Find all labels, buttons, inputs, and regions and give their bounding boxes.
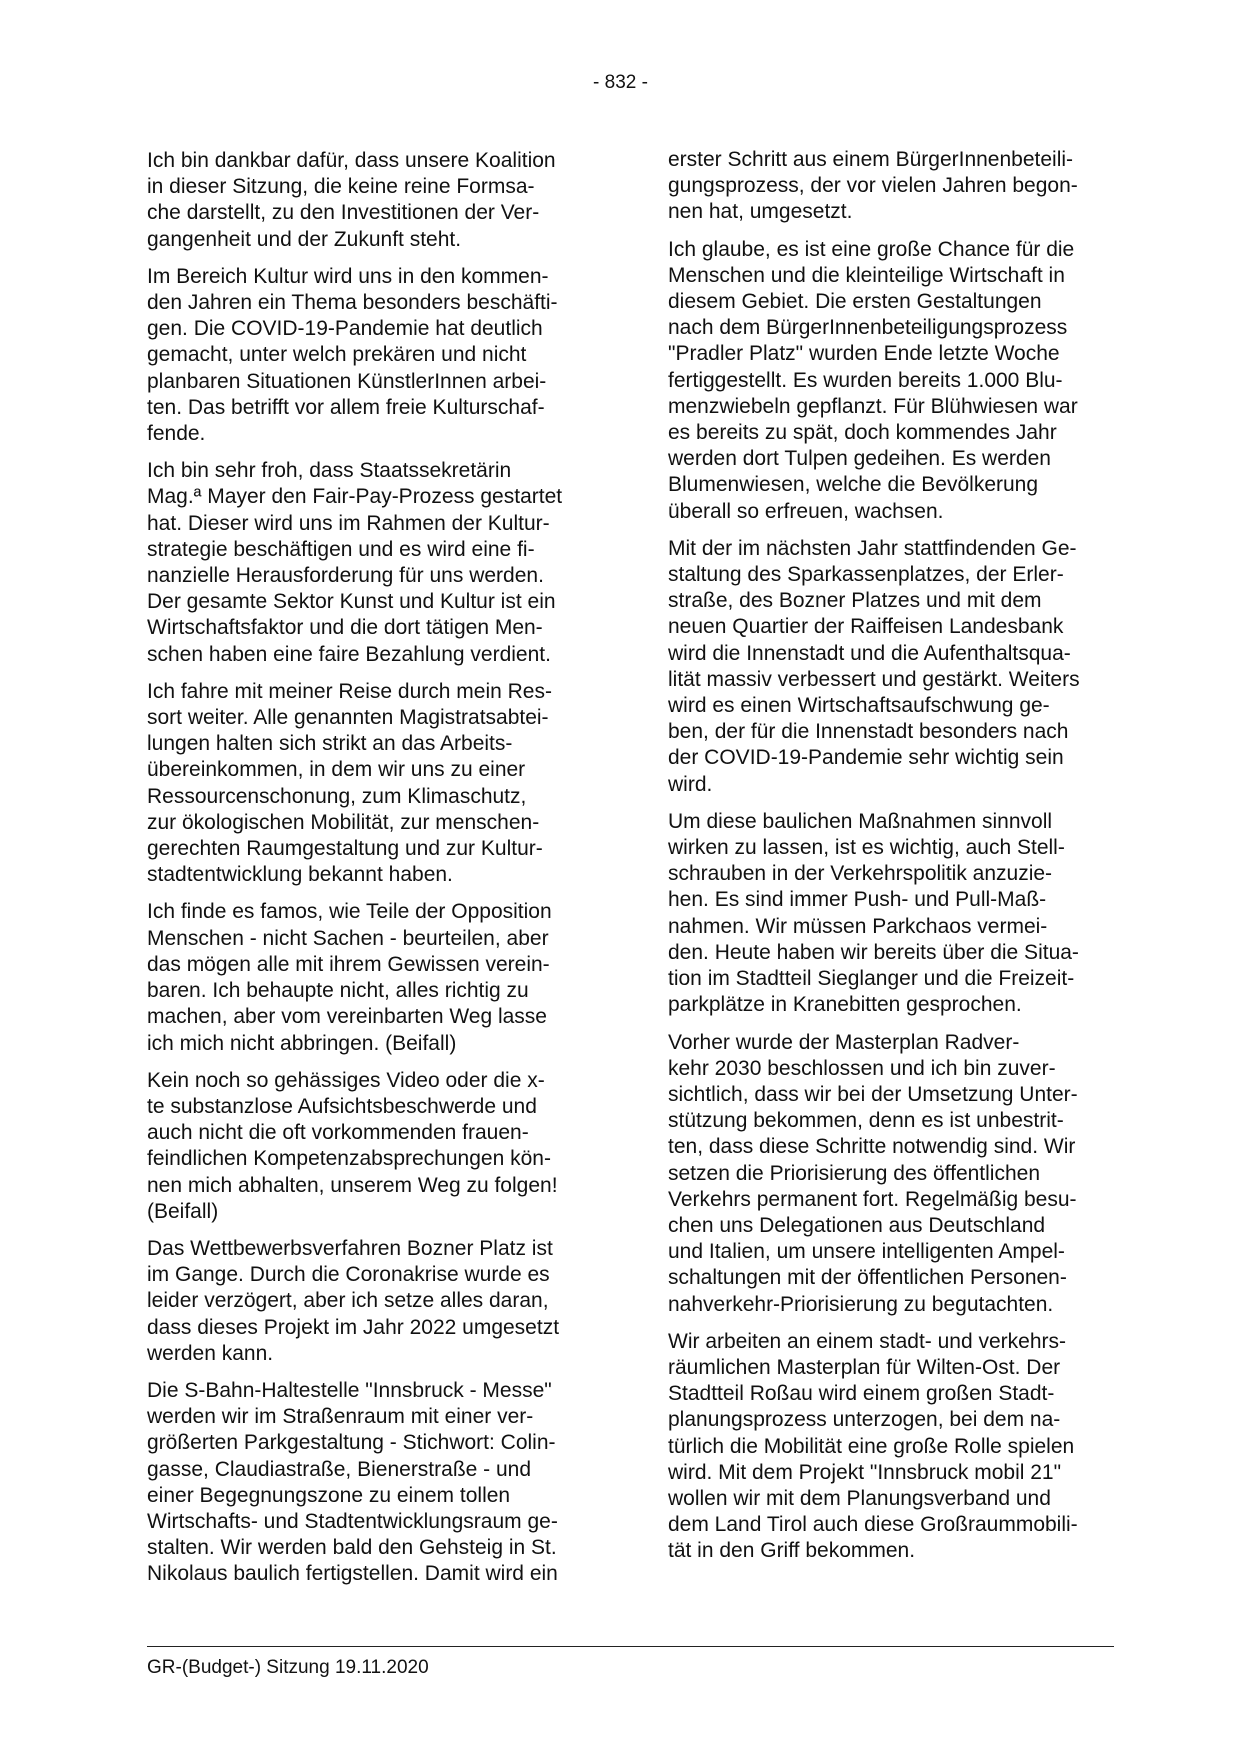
text-line: gasse, Claudiastraße, Bienerstraße - und [147, 1457, 532, 1481]
text-line: einer Begegnungszone zu einem tollen [147, 1483, 511, 1507]
text-line: übereinkommen, in dem wir uns zu einer [147, 758, 526, 782]
paragraph [147, 1068, 597, 1225]
text-line: den. Heute haben wir bereits über die Situa- [668, 940, 1079, 964]
text-line: stadtentwicklung bekannt haben. [147, 863, 453, 887]
text-line: Wir arbeiten an einem stadt- und verkehrs- [668, 1329, 1067, 1353]
text-line: Wirtschafts- und Stadtentwicklungsraum ge- [147, 1509, 558, 1533]
text-line: räumlichen Masterplan für Wilten-Ost. Der [668, 1355, 1061, 1379]
text-line: lungen halten sich strikt an das Arbeits- [147, 732, 513, 756]
text-line: werden wir im Straßenraum mit einer ver- [147, 1405, 534, 1429]
text-line: dass dieses Projekt im Jahr 2022 umgesetzt [147, 1315, 560, 1339]
text-line: fertiggestellt. Es wurden bereits 1.000 Blu- [668, 368, 1063, 392]
text-line: gangenheit und der Zukunft steht. [147, 227, 462, 251]
text-line: schen haben eine faire Bezahlung verdient. [147, 642, 551, 666]
text-line: Ich bin sehr froh, dass Staatssekretärin [147, 459, 512, 483]
text-line: strategie beschäftigen und es wird eine fi- [147, 537, 535, 561]
text-line: Ressourcenschonung, zum Klimaschutz, [147, 784, 527, 808]
paragraph [668, 147, 1118, 226]
text-line: sort weiter. Alle genannten Magistratsabtei- [147, 706, 549, 730]
paragraph [147, 458, 597, 668]
text-line: Der gesamte Sektor Kunst und Kultur ist ein [147, 590, 556, 614]
text-line: lität massiv verbessert und gestärkt. Weiters [668, 667, 1080, 691]
text-line: fende. [147, 422, 206, 446]
footer-divider [147, 1646, 1114, 1647]
text-line: tät in den Griff bekommen. [668, 1539, 916, 1563]
text-line: wird. [668, 772, 713, 796]
paragraph [147, 264, 597, 447]
text-line: planungsprozess unterzogen, bei dem na- [668, 1408, 1061, 1432]
text-line: erster Schritt aus einem BürgerInnenbeteili- [668, 148, 1074, 171]
text-line: dem Land Tirol auch diese Großraummobili- [668, 1513, 1078, 1537]
text-line: im Gange. Durch die Coronakrise wurde es [147, 1263, 550, 1287]
text-line: werden dort Tulpen gedeihen. Es werden [668, 447, 1051, 471]
text-line: parkplätze in Kranebitten gesprochen. [668, 993, 1022, 1017]
text-line: Ich fahre mit meiner Reise durch mein Res- [147, 679, 552, 703]
text-line: Vorher wurde der Masterplan Radver- [668, 1030, 1020, 1054]
text-line: menzwiebeln gepflanzt. Für Blühwiesen war [668, 394, 1078, 418]
text-line: und Italien, um unsere intelligenten Ampel- [668, 1240, 1065, 1264]
paragraph [147, 899, 597, 1056]
text-line: in dieser Sitzung, die keine reine Formsa- [147, 175, 535, 199]
text-line: leider verzögert, aber ich setze alles daran, [147, 1289, 549, 1313]
page-number: - 832 - [593, 72, 648, 93]
paragraph [668, 536, 1118, 798]
text-line: machen, aber vom vereinbarten Weg lasse [147, 1005, 547, 1029]
text-line: Wirtschaftsfaktor und die dort tätigen Men- [147, 616, 543, 640]
text-line: das mögen alle mit ihrem Gewissen verein- [147, 952, 550, 976]
paragraph [668, 1030, 1118, 1318]
text-line: Mag.ª Mayer den Fair-Pay-Prozess gestartet [147, 485, 563, 509]
text-line: stützung bekommen, denn es ist unbestrit- [668, 1109, 1064, 1133]
text-line: feindlichen Kompetenzabsprechungen kön- [147, 1147, 551, 1171]
text-line: nen mich abhalten, unserem Weg zu folgen! [147, 1173, 558, 1197]
text-line: sichtlich, dass wir bei der Umsetzung Unter- [668, 1082, 1078, 1106]
text-line: straße, des Bozner Platzes und mit dem [668, 589, 1042, 613]
text-line: planbaren Situationen KünstlerInnen arbei- [147, 369, 547, 393]
text-line: Verkehrs permanent fort. Regelmäßig besu- [668, 1187, 1077, 1211]
text-line: wirken zu lassen, ist es wichtig, auch Stell- [668, 836, 1065, 860]
text-line: stalten. Wir werden bald den Gehsteig in St. [147, 1536, 557, 1560]
text-line: nahverkehr-Priorisierung zu begutachten. [668, 1292, 1054, 1316]
text-line: den Jahren ein Thema besonders beschäfti- [147, 291, 558, 315]
text-line: schrauben in der Verkehrspolitik anzuzie- [668, 862, 1053, 886]
text-line: türlich die Mobilität eine große Rolle spielen [668, 1434, 1075, 1458]
text-line: zur ökologischen Mobilität, zur menschen- [147, 810, 540, 834]
text-line: gerechten Raumgestaltung und zur Kultur- [147, 837, 543, 861]
text-line: kehr 2030 beschlossen und ich bin zuver- [668, 1056, 1056, 1080]
paragraph [668, 237, 1118, 525]
text-line: Ich glaube, es ist eine große Chance für die [668, 237, 1075, 261]
text-line: es bereits zu spät, doch kommendes Jahr [668, 421, 1057, 445]
text-line: Kein noch so gehässiges Video oder die x- [147, 1068, 545, 1092]
text-line: Das Wettbewerbsverfahren Bozner Platz ist [147, 1236, 553, 1260]
text-line: hen. Es sind immer Push- und Pull-Maß- [668, 888, 1047, 912]
paragraph [668, 1329, 1118, 1565]
text-line: chen uns Delegationen aus Deutschland [668, 1213, 1046, 1237]
text-line: Stadtteil Roßau wird einem großen Stadt- [668, 1382, 1055, 1406]
text-line: ten. Das betrifft vor allem freie Kulturschaf- [147, 395, 545, 419]
text-line: schaltungen mit der öffentlichen Personen- [668, 1266, 1067, 1290]
right-column [668, 147, 1118, 1576]
text-line: ten, dass diese Schritte notwendig sind. Wir [668, 1135, 1076, 1159]
text-line: Nikolaus baulich fertigstellen. Damit wird ein [147, 1562, 558, 1586]
text-line: Blumenwiesen, welche die Bevölkerung [668, 473, 1039, 497]
text-line: Im Bereich Kultur wird uns in den kommen- [147, 264, 549, 288]
text-line: ben, der für die Innenstadt besonders nach [668, 720, 1069, 744]
text-line: Mit der im nächsten Jahr stattfindenden Ge- [668, 536, 1077, 560]
text-line: "Pradler Platz" wurden Ende letzte Woche [668, 342, 1060, 366]
text-line: Ich finde es famos, wie Teile der Opposition [147, 900, 552, 924]
text-line: staltung des Sparkassenplatzes, der Erler- [668, 563, 1064, 587]
text-line: wird. Mit dem Projekt "Innsbruck mobil 21" [668, 1460, 1062, 1484]
left-column [147, 148, 597, 1599]
footer-session-label: GR-(Budget-) Sitzung 19.11.2020 [147, 1657, 429, 1678]
text-line: größerten Parkgestaltung - Stichwort: Colin- [147, 1431, 556, 1455]
text-line: ich mich nicht abbringen. (Beifall) [147, 1031, 457, 1055]
paragraph [147, 1378, 597, 1588]
paragraph [668, 809, 1118, 1019]
text-line: Die S-Bahn-Haltestelle "Innsbruck - Messe" [147, 1378, 552, 1402]
paragraph [147, 679, 597, 889]
text-line: wird die Innenstadt und die Aufenthaltsqua- [668, 641, 1071, 665]
text-line: nahmen. Wir müssen Parkchaos vermei- [668, 914, 1048, 938]
text-line: te substanzlose Aufsichtsbeschwerde und [147, 1094, 537, 1118]
text-line: wollen wir mit dem Planungsverband und [668, 1486, 1051, 1510]
text-line: (Beifall) [147, 1199, 219, 1223]
text-line: werden kann. [147, 1341, 274, 1365]
text-line: setzen die Priorisierung des öffentlichen [668, 1161, 1041, 1185]
text-line: nach dem BürgerInnenbeteiligungsprozess [668, 316, 1068, 340]
text-line: gungsprozess, der vor vielen Jahren begon- [668, 174, 1078, 198]
text-line: neuen Quartier der Raiffeisen Landesbank [668, 615, 1064, 639]
text-line: gen. Die COVID-19-Pandemie hat deutlich [147, 317, 543, 341]
text-line: wird es einen Wirtschaftsaufschwung ge- [668, 694, 1050, 718]
text-line: nen hat, umgesetzt. [668, 200, 853, 224]
text-line: tion im Stadtteil Sieglanger und die Freizeit- [668, 967, 1075, 991]
text-line: che darstellt, zu den Investitionen der Ver- [147, 201, 540, 225]
text-line: Menschen und die kleinteilige Wirtschaft in [668, 263, 1065, 287]
text-line: hat. Dieser wird uns im Rahmen der Kultur- [147, 511, 550, 535]
text-line: Ich bin dankbar dafür, dass unsere Koalition [147, 149, 556, 172]
text-line: gemacht, unter welch prekären und nicht [147, 343, 527, 367]
text-line: überall so erfreuen, wachsen. [668, 499, 944, 523]
text-line: baren. Ich behaupte nicht, alles richtig zu [147, 979, 529, 1003]
paragraph [147, 1236, 597, 1367]
text-line: Menschen - nicht Sachen - beurteilen, aber [147, 926, 549, 950]
text-line: auch nicht die oft vorkommenden frauen- [147, 1121, 529, 1145]
text-line: nanzielle Herausforderung für uns werden. [147, 564, 544, 588]
text-line: diesem Gebiet. Die ersten Gestaltungen [668, 290, 1042, 314]
paragraph [147, 148, 597, 253]
text-line: Um diese baulichen Maßnahmen sinnvoll [668, 809, 1053, 833]
text-line: der COVID-19-Pandemie sehr wichtig sein [668, 746, 1064, 770]
